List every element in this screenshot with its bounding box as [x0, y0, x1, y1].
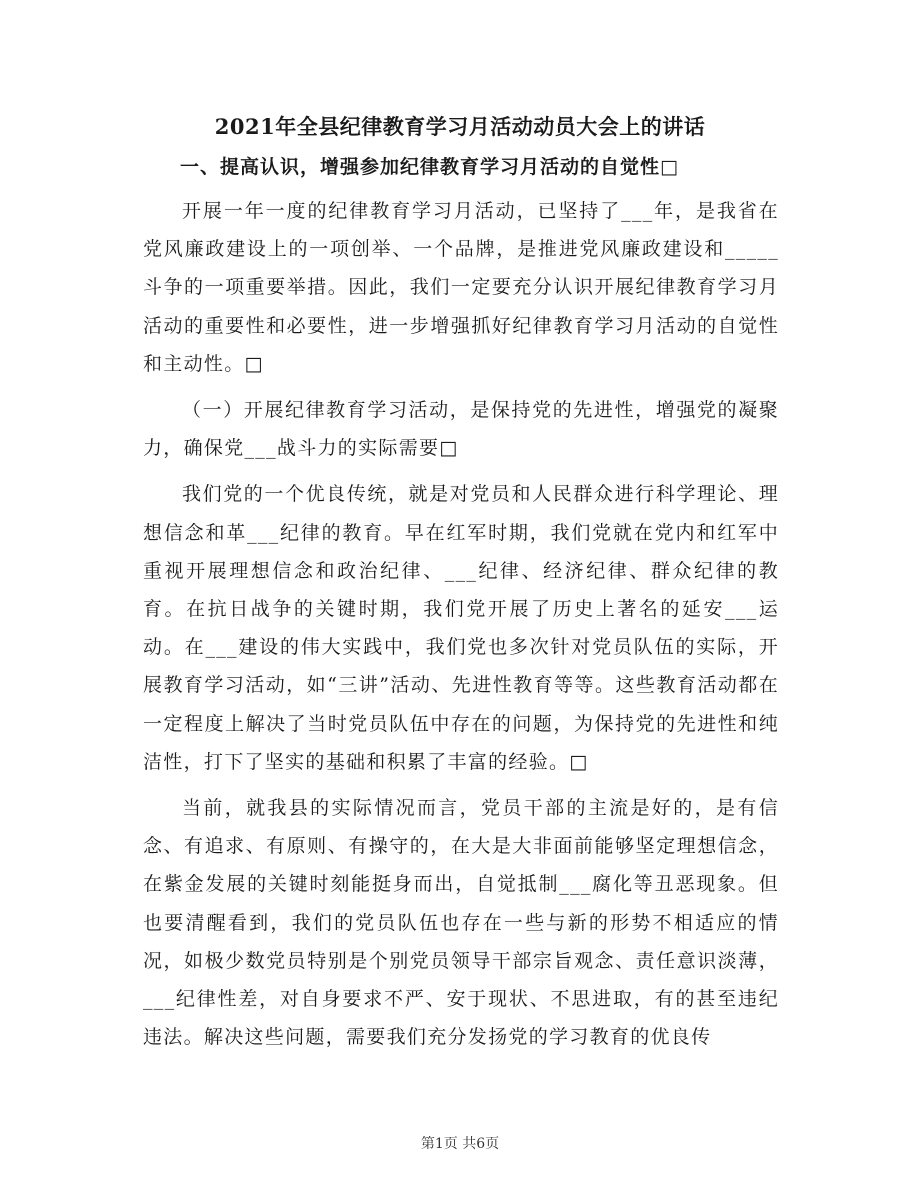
paragraph: （一）开展纪律教育学习活动，是保持党的先进性，增强党的凝聚力，确保党___战斗力的实际需要□ [143, 399, 779, 460]
page-number-footer: 第1页 共6页 [420, 1136, 500, 1152]
document-body [143, 192, 779, 1056]
paragraph: 当前，就我县的实际情况而言，党员干部的主流是好的，是有信念、有追求、有原则、有操守的，在大是大非面前能够坚定理想信念，在紫金发展的关键时刻能挺身而出，自觉抵制___腐化等丑恶现象。但也要清醒看到，我们的党员队伍也存在一些与新的形势不相适应的情况，如极少数党员特别是个别党员领导干部宗旨观念、责任意识淡薄，___纪律性差，对自身要求不严、安于现状、不思进取，有的甚至违纪违法。解决这些问题，需要我们充分发扬党的学习教育的优良传 [143, 797, 779, 1049]
paragraph: 我们党的一个优良传统，就是对党员和人民群众进行科学理论、理想信念和革___纪律的教育。早在红军时期，我们党就在党内和红军中重视开展理想信念和政治纪律、___纪律、经济纪律、群众纪律的教育。在抗日战争的关键时期，我们党开展了历史上著名的延安___运动。在___建设的伟大实践中，我们党也多次针对党员队伍的实际，开展教育学习活动，如“三讲”活动、先进性教育等等。这些教育活动都在一定程度上解决了当时党员队伍中存在的问题，为保持党的先进性和纯洁性，打下了坚实的基础和积累了丰富的经验。□ [143, 483, 779, 773]
paragraph: 开展一年一度的纪律教育学习月活动，已坚持了___年，是我省在党风廉政建设上的一项创举、一个品牌，是推进党风廉政建设和_____斗争的一项重要举措。因此，我们一定要充分认识开展纪律教育学习月活动的重要性和必要性，进一步增强抓好纪律教育学习月活动的自觉性和主动性。□ [143, 200, 779, 375]
section-heading: 一、提高认识，增强参加纪律教育学习月活动的自觉性□ [180, 156, 679, 178]
document-title: 2021年全县纪律教育学习月活动动员大会上的讲话 [214, 114, 706, 139]
